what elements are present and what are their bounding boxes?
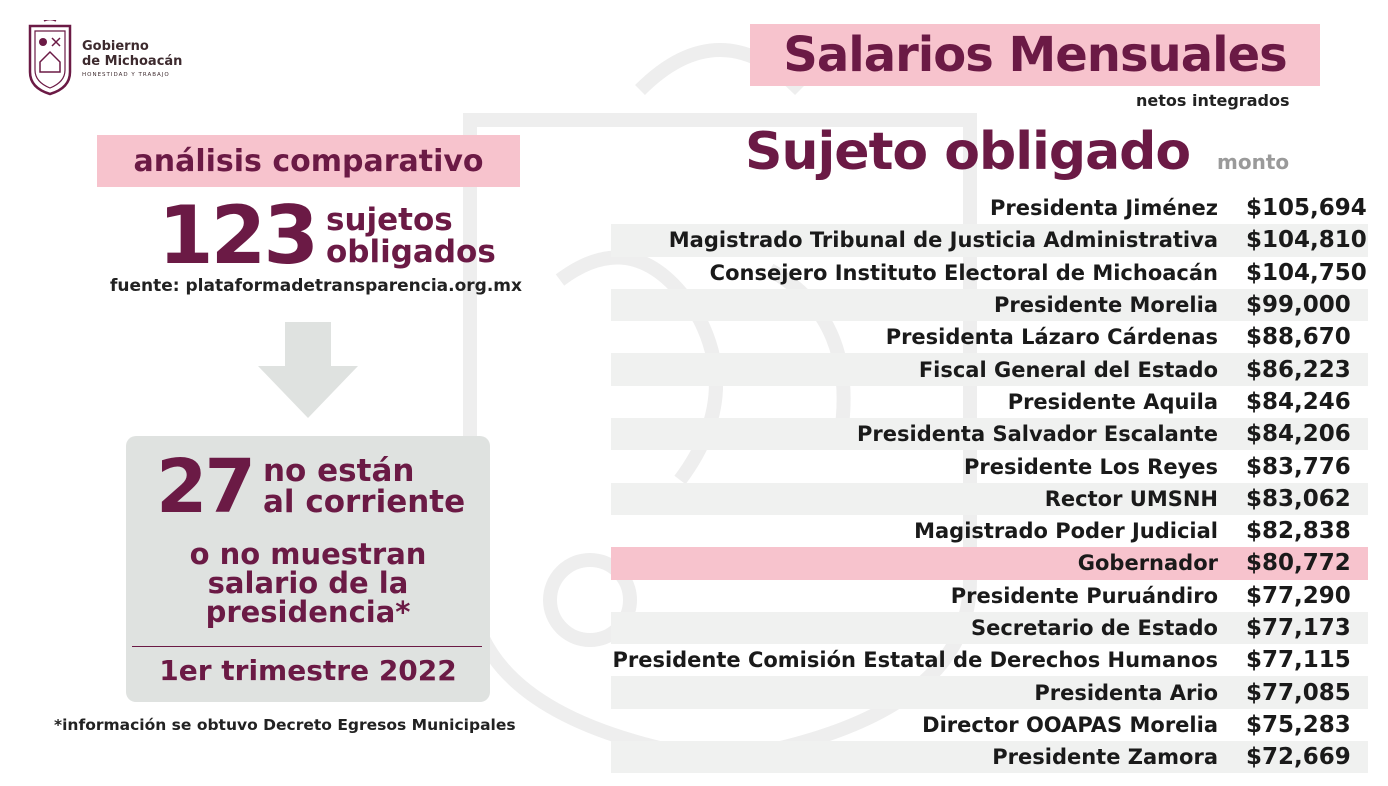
logo-name-line2: de Michoacán [82,53,183,69]
column-header-sujeto: Sujeto obligado [745,122,1191,182]
table-row [611,289,1368,321]
table-row [611,676,1368,708]
column-header-monto: monto [1217,150,1290,174]
row-name: Director OOAPAS Morelia [922,712,1218,737]
row-name: Gobernador [1077,551,1218,576]
row-name: Presidenta Salvador Escalante [857,422,1218,447]
row-name: Fiscal General del Estado [918,357,1218,382]
row-name: Presidente Comisión Estatal de Derechos Humanos [612,648,1218,673]
table-row [611,386,1368,418]
missing-label-line1: no están [262,453,415,489]
logo-motto: HONESTIDAD Y TRABAJO [82,71,170,78]
row-name: Presidente Puruándiro [950,583,1218,608]
total-label-line2: obligados [326,234,496,270]
row-value: $84,206 [1246,421,1351,448]
row-name: Consejero Instituto Electoral de Michoacán [709,260,1218,285]
row-name: Presidenta Ario [1034,680,1218,705]
row-value: $72,669 [1246,744,1351,771]
government-logo [26,20,182,96]
analisis-heading: análisis comparativo [97,135,520,187]
row-value: $80,772 [1246,550,1351,577]
total-count [158,189,496,282]
table-row [611,450,1368,482]
row-value: $77,173 [1246,615,1351,641]
source-text: fuente: plataformadetransparencia.org.mx [110,276,522,296]
table-row [611,612,1368,644]
missing-number: 27 [156,444,253,530]
row-name: Secretario de Estado [970,616,1218,640]
row-value: $83,062 [1246,485,1351,512]
arrow-down-icon [258,322,358,418]
table-row [611,547,1368,579]
row-value: $82,838 [1246,518,1351,545]
row-value: $77,290 [1246,582,1351,609]
row-name: Presidente Zamora [992,745,1218,770]
table-row [611,321,1368,353]
period-label: 1er trimestre 2022 [159,654,457,687]
table-row [611,709,1368,741]
divider [132,646,482,647]
row-name: Magistrado Poder Judicial [914,519,1218,544]
row-value: $104,750 [1246,259,1367,286]
row-value: $77,115 [1246,647,1351,674]
table-row [611,257,1368,289]
table-row [611,224,1368,256]
row-name: Magistrado Tribunal de Justicia Administrativa [668,228,1218,253]
row-name: Presidenta Jiménez [990,196,1218,221]
row-name: Rector UMSNH [1044,486,1218,511]
row-name: Presidente Aquila [1007,389,1218,414]
page-subtitle: netos integrados [1136,91,1290,110]
row-value: $84,246 [1246,388,1351,415]
row-name: Presidenta Lázaro Cárdenas [885,325,1218,350]
muestran-line3: presidencia* [205,595,411,629]
row-value: $83,776 [1246,453,1351,480]
total-label-line1: sujetos [326,202,453,238]
row-value: $86,223 [1246,356,1351,383]
muestran-line1: o no muestran [189,537,427,571]
table-row [611,192,1368,224]
table-row [611,515,1368,547]
table-row [611,741,1368,773]
table-row [611,353,1368,385]
table-row [611,483,1368,515]
table-row [611,580,1368,612]
row-value: $77,085 [1246,679,1351,706]
row-name: Presidente Morelia [994,293,1218,318]
row-name: Presidente Los Reyes [964,454,1218,479]
logo-name-line1: Gobierno [82,38,149,54]
coat-of-arms-icon [26,20,74,96]
row-value: $104,810 [1246,227,1367,254]
missing-summary-box [126,436,490,702]
row-value: $75,283 [1246,711,1351,738]
row-value: $88,670 [1246,324,1351,351]
muestran-line2: salario de la [207,566,409,600]
missing-label-line2: al corriente [262,484,466,520]
row-value: $105,694 [1246,195,1367,222]
row-value: $99,000 [1246,292,1351,319]
total-number: 123 [158,189,316,282]
table-row [611,418,1368,450]
footnote: *información se obtuvo Decreto Egresos Municipales [54,716,516,734]
salary-table [611,192,1368,773]
table-row [611,644,1368,676]
page-title: Salarios Mensuales [750,24,1320,86]
